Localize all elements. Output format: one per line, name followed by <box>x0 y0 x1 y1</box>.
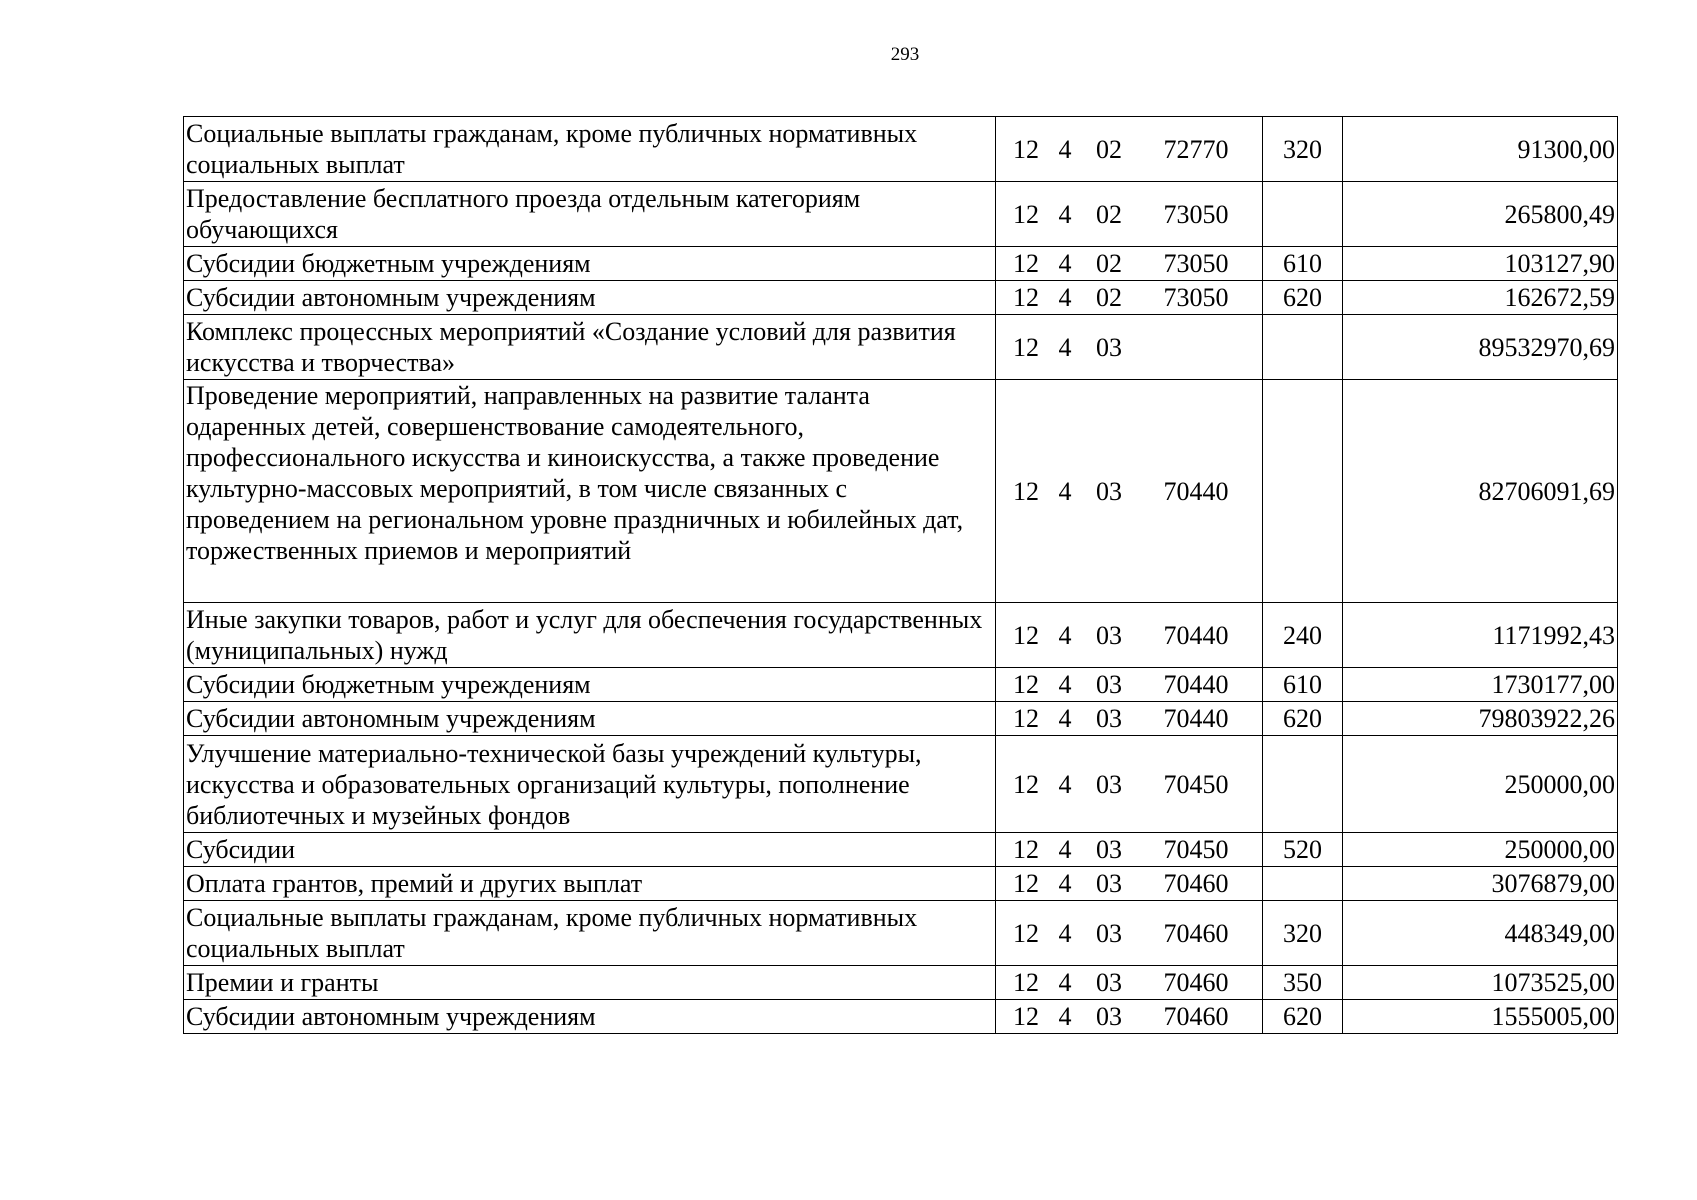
code-direction: 70450 <box>1163 835 1229 864</box>
code-section: 12 <box>1013 670 1039 699</box>
code-subprogram: 03 <box>1096 1002 1122 1031</box>
row-name: Субсидии бюджетным учреждениям <box>184 668 996 702</box>
table-row <box>184 867 1618 901</box>
row-name: Комплекс процессных мероприятий «Создание условий для развития искусства и творчества» <box>184 315 996 380</box>
code-subprogram: 03 <box>1096 704 1122 733</box>
table-row <box>184 603 1618 668</box>
table-row <box>184 315 1618 380</box>
code-program: 4 <box>1058 769 1072 799</box>
row-name: Улучшение материально-технической базы учреждений культуры, искусства и образовательных организаций культуры, пополнение библиотечных и музейных фондов <box>184 736 996 833</box>
row-name: Иные закупки товаров, работ и услуг для обеспечения государственных (муниципальных) нужд <box>184 603 996 668</box>
row-expense-type: 620 <box>1263 281 1343 315</box>
row-amount: 265800,49 <box>1343 182 1618 247</box>
code-program: 4 <box>1058 283 1072 312</box>
code-program: 4 <box>1058 968 1072 997</box>
row-name: Премии и гранты <box>184 966 996 1000</box>
row-name: Оплата грантов, премий и других выплат <box>184 867 996 901</box>
code-subprogram: 03 <box>1096 918 1122 948</box>
code-subprogram: 02 <box>1096 283 1122 312</box>
row-amount: 1555005,00 <box>1343 1000 1618 1034</box>
code-program: 4 <box>1058 869 1072 898</box>
row-amount: 82706091,69 <box>1343 380 1618 603</box>
row-amount: 1730177,00 <box>1343 668 1618 702</box>
code-section: 12 <box>1013 332 1039 362</box>
row-amount: 89532970,69 <box>1343 315 1618 380</box>
row-amount: 1073525,00 <box>1343 966 1618 1000</box>
row-name: Субсидии бюджетным учреждениям <box>184 247 996 281</box>
code-section: 12 <box>1013 918 1039 948</box>
row-amount: 3076879,00 <box>1343 867 1618 901</box>
row-expense-type <box>1263 867 1343 901</box>
row-expense-type <box>1263 380 1343 603</box>
row-expense-type: 240 <box>1263 603 1343 668</box>
row-amount: 91300,00 <box>1343 117 1618 182</box>
row-expense-type: 610 <box>1263 247 1343 281</box>
code-direction: 70450 <box>1163 769 1229 799</box>
row-expense-type: 610 <box>1263 668 1343 702</box>
row-expense-type: 320 <box>1263 901 1343 966</box>
table-row <box>184 901 1618 966</box>
table-row <box>184 736 1618 833</box>
code-subprogram: 02 <box>1096 249 1122 278</box>
row-codes <box>996 1000 1263 1034</box>
code-direction: 70440 <box>1163 670 1229 699</box>
row-codes <box>996 901 1263 966</box>
code-direction: 70460 <box>1163 918 1229 948</box>
code-section: 12 <box>1013 249 1039 278</box>
table-row <box>184 117 1618 182</box>
code-direction: 73050 <box>1163 249 1229 278</box>
table-row <box>184 247 1618 281</box>
table-row <box>184 380 1618 603</box>
row-expense-type: 620 <box>1263 702 1343 736</box>
code-subprogram: 03 <box>1096 620 1122 650</box>
code-section: 12 <box>1013 620 1039 650</box>
code-direction: 73050 <box>1163 199 1229 229</box>
code-section: 12 <box>1013 869 1039 898</box>
code-program: 4 <box>1058 332 1072 362</box>
code-section: 12 <box>1013 835 1039 864</box>
code-section: 12 <box>1013 199 1039 229</box>
code-section: 12 <box>1013 476 1039 506</box>
row-codes <box>996 668 1263 702</box>
row-expense-type: 350 <box>1263 966 1343 1000</box>
code-subprogram: 03 <box>1096 769 1122 799</box>
code-program: 4 <box>1058 1002 1072 1031</box>
code-direction: 70460 <box>1163 968 1229 997</box>
row-codes <box>996 182 1263 247</box>
code-subprogram: 02 <box>1096 134 1122 164</box>
code-direction: 70460 <box>1163 1002 1229 1031</box>
row-expense-type: 520 <box>1263 833 1343 867</box>
table-row <box>184 966 1618 1000</box>
code-subprogram: 03 <box>1096 869 1122 898</box>
row-amount: 162672,59 <box>1343 281 1618 315</box>
code-section: 12 <box>1013 134 1039 164</box>
code-section: 12 <box>1013 1002 1039 1031</box>
row-name: Субсидии автономным учреждениям <box>184 702 996 736</box>
code-program: 4 <box>1058 835 1072 864</box>
row-codes <box>996 380 1263 603</box>
code-program: 4 <box>1058 704 1072 733</box>
table-row <box>184 668 1618 702</box>
row-amount: 79803922,26 <box>1343 702 1618 736</box>
row-codes <box>996 702 1263 736</box>
budget-table <box>183 116 1618 1034</box>
row-amount: 448349,00 <box>1343 901 1618 966</box>
code-direction: 72770 <box>1163 134 1229 164</box>
row-name: Проведение мероприятий, направленных на развитие таланта одаренных детей, совершенствование самодеятельного, профессионального искусства и киноискусства, а также проведение культурно-массовых мероприятий, в том числе связанных с проведением на региональном уровне праздничных и юбилейных дат, торжественных приемов и мероприятий <box>184 380 996 603</box>
code-program: 4 <box>1058 476 1072 506</box>
row-name: Социальные выплаты гражданам, кроме публичных нормативных социальных выплат <box>184 117 996 182</box>
code-program: 4 <box>1058 199 1072 229</box>
code-subprogram: 02 <box>1096 199 1122 229</box>
row-name: Социальные выплаты гражданам, кроме публичных нормативных социальных выплат <box>184 901 996 966</box>
code-section: 12 <box>1013 283 1039 312</box>
row-name: Субсидии <box>184 833 996 867</box>
code-direction: 70440 <box>1163 704 1229 733</box>
row-name: Предоставление бесплатного проезда отдельным категориям обучающихся <box>184 182 996 247</box>
page-number: 293 <box>890 44 920 65</box>
row-expense-type <box>1263 182 1343 247</box>
row-codes <box>996 966 1263 1000</box>
table-row <box>184 281 1618 315</box>
row-amount: 250000,00 <box>1343 833 1618 867</box>
code-subprogram: 03 <box>1096 670 1122 699</box>
row-expense-type <box>1263 736 1343 833</box>
table-row <box>184 182 1618 247</box>
code-program: 4 <box>1058 918 1072 948</box>
row-codes <box>996 833 1263 867</box>
code-direction: 73050 <box>1163 283 1229 312</box>
code-subprogram: 03 <box>1096 476 1122 506</box>
row-name: Субсидии автономным учреждениям <box>184 281 996 315</box>
table-row <box>184 1000 1618 1034</box>
row-name: Субсидии автономным учреждениям <box>184 1000 996 1034</box>
table-row <box>184 702 1618 736</box>
row-codes <box>996 315 1263 380</box>
code-section: 12 <box>1013 769 1039 799</box>
code-subprogram: 03 <box>1096 332 1122 362</box>
table-row <box>184 833 1618 867</box>
code-program: 4 <box>1058 249 1072 278</box>
code-subprogram: 03 <box>1096 835 1122 864</box>
row-codes <box>996 117 1263 182</box>
row-codes <box>996 867 1263 901</box>
code-section: 12 <box>1013 968 1039 997</box>
row-expense-type: 320 <box>1263 117 1343 182</box>
code-section: 12 <box>1013 704 1039 733</box>
row-amount: 1171992,43 <box>1343 603 1618 668</box>
row-expense-type <box>1263 315 1343 380</box>
code-program: 4 <box>1058 620 1072 650</box>
row-amount: 250000,00 <box>1343 736 1618 833</box>
row-codes <box>996 281 1263 315</box>
row-expense-type: 620 <box>1263 1000 1343 1034</box>
row-amount: 103127,90 <box>1343 247 1618 281</box>
row-codes <box>996 247 1263 281</box>
code-direction: 70440 <box>1163 620 1229 650</box>
code-subprogram: 03 <box>1096 968 1122 997</box>
row-codes <box>996 603 1263 668</box>
code-program: 4 <box>1058 134 1072 164</box>
code-direction: 70440 <box>1163 476 1229 506</box>
code-program: 4 <box>1058 670 1072 699</box>
code-direction: 70460 <box>1163 869 1229 898</box>
row-codes <box>996 736 1263 833</box>
